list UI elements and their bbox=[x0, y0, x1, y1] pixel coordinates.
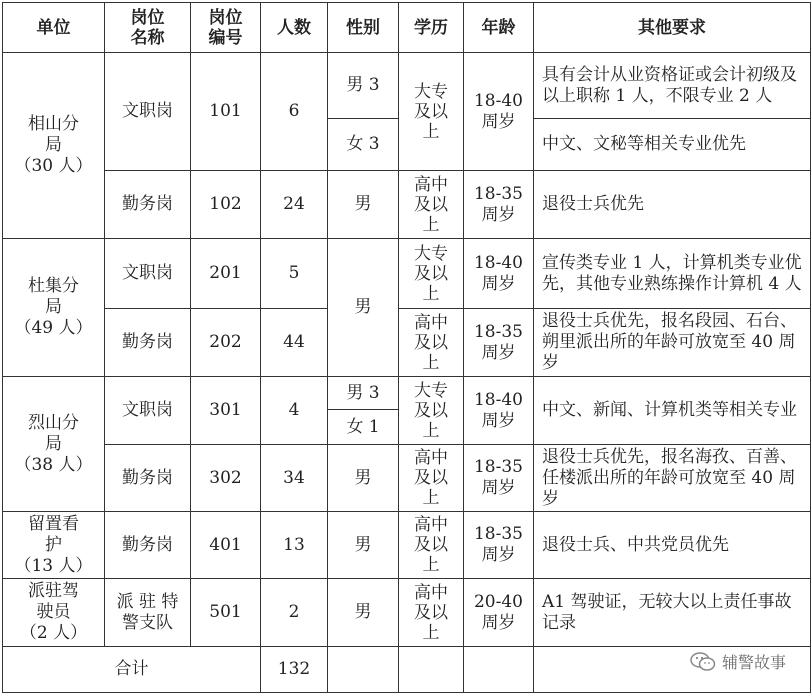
education-cell: 高中 及以 上 bbox=[399, 309, 464, 377]
post-cell: 派 驻 特 警支队 bbox=[105, 579, 191, 647]
post-no-cell: 201 bbox=[191, 239, 261, 309]
recruitment-table bbox=[2, 2, 811, 693]
header-education: 学历 bbox=[399, 3, 464, 53]
education-cell: 高中 及以 上 bbox=[399, 445, 464, 512]
table-row-202 bbox=[3, 309, 811, 377]
header-gender: 性别 bbox=[328, 3, 399, 53]
post-cell: 勤务岗 bbox=[105, 171, 191, 239]
table-row-301a bbox=[3, 377, 811, 410]
table-row-401 bbox=[3, 512, 811, 579]
header-post-name: 岗位 名称 bbox=[105, 3, 191, 53]
unit-cell: 留置看 护 （13 人） bbox=[3, 512, 105, 579]
post-no-cell: 101 bbox=[191, 53, 261, 171]
unit-cell: 派驻驾 驶员 （2 人） bbox=[3, 579, 105, 647]
empty-cell bbox=[464, 647, 534, 693]
age-cell: 20-40 周岁 bbox=[464, 579, 534, 647]
gender-cell: 男 bbox=[328, 512, 399, 579]
post-no-cell: 501 bbox=[191, 579, 261, 647]
post-no-cell: 302 bbox=[191, 445, 261, 512]
requirement-cell: 退役士兵、中共党员优先 bbox=[534, 512, 811, 579]
header-count: 人数 bbox=[261, 3, 328, 53]
total-count: 132 bbox=[261, 647, 328, 693]
post-cell: 文职岗 bbox=[105, 239, 191, 309]
requirement-cell: A1 驾驶证，无较大以上责任事故记录 bbox=[534, 579, 811, 647]
gender-cell: 男 bbox=[328, 171, 399, 239]
header-row bbox=[3, 3, 811, 53]
table-row-302 bbox=[3, 445, 811, 512]
age-cell: 18-35 周岁 bbox=[464, 512, 534, 579]
count-cell: 5 bbox=[261, 239, 328, 309]
requirement-cell: 中文、文秘等相关专业优先 bbox=[534, 119, 811, 171]
watermark bbox=[690, 650, 786, 673]
post-cell: 文职岗 bbox=[105, 53, 191, 171]
table-row-101a bbox=[3, 53, 811, 119]
education-cell: 高中 及以 上 bbox=[399, 512, 464, 579]
gender-cell: 女 3 bbox=[328, 119, 399, 171]
table-row-501 bbox=[3, 579, 811, 647]
requirement-cell: 退役士兵优先，报名段园、石台、朔里派出所的年龄可放宽至 40 周岁 bbox=[534, 309, 811, 377]
post-cell: 勤务岗 bbox=[105, 309, 191, 377]
post-cell: 文职岗 bbox=[105, 377, 191, 445]
age-cell: 18-40 周岁 bbox=[464, 377, 534, 445]
post-cell: 勤务岗 bbox=[105, 445, 191, 512]
header-other: 其他要求 bbox=[534, 3, 811, 53]
age-cell: 18-35 周岁 bbox=[464, 445, 534, 512]
education-cell: 大专 及以 上 bbox=[399, 53, 464, 171]
gender-cell: 女 1 bbox=[328, 410, 399, 445]
table-row-201 bbox=[3, 239, 811, 309]
education-cell: 大专 及以 上 bbox=[399, 377, 464, 445]
requirement-cell: 中文、新闻、计算机类等相关专业 bbox=[534, 377, 811, 445]
count-cell: 24 bbox=[261, 171, 328, 239]
requirement-cell: 具有会计从业资格证或会计初级及以上职称 1 人，不限专业 2 人 bbox=[534, 53, 811, 119]
count-cell: 6 bbox=[261, 53, 328, 171]
requirement-cell: 宣传类专业 1 人，计算机类专业优先，其他专业熟练操作计算机 4 人 bbox=[534, 239, 811, 309]
table-row-102 bbox=[3, 171, 811, 239]
gender-cell: 男 3 bbox=[328, 53, 399, 119]
gender-cell: 男 bbox=[328, 579, 399, 647]
post-no-cell: 102 bbox=[191, 171, 261, 239]
post-no-cell: 301 bbox=[191, 377, 261, 445]
requirement-cell: 退役士兵优先 bbox=[534, 171, 811, 239]
post-no-cell: 401 bbox=[191, 512, 261, 579]
header-unit: 单位 bbox=[3, 3, 105, 53]
education-cell: 高中 及以 上 bbox=[399, 579, 464, 647]
post-no-cell: 202 bbox=[191, 309, 261, 377]
unit-cell: 相山分 局 （30 人） bbox=[3, 53, 105, 239]
requirement-cell: 退役士兵优先，报名海孜、百善、任楼派出所的年龄可放宽至 40 周岁 bbox=[534, 445, 811, 512]
count-cell: 4 bbox=[261, 377, 328, 445]
empty-cell bbox=[328, 647, 399, 693]
education-cell: 高中 及以 上 bbox=[399, 171, 464, 239]
watermark-text: 辅警故事 bbox=[721, 653, 786, 672]
gender-cell: 男 bbox=[328, 239, 399, 377]
count-cell: 44 bbox=[261, 309, 328, 377]
count-cell: 2 bbox=[261, 579, 328, 647]
header-post-no: 岗位 编号 bbox=[191, 3, 261, 53]
post-cell: 勤务岗 bbox=[105, 512, 191, 579]
count-cell: 13 bbox=[261, 512, 328, 579]
gender-cell: 男 3 bbox=[328, 377, 399, 410]
unit-cell: 杜集分 局 （49 人） bbox=[3, 239, 105, 377]
age-cell: 18-40 周岁 bbox=[464, 53, 534, 171]
gender-cell: 男 bbox=[328, 445, 399, 512]
empty-cell bbox=[399, 647, 464, 693]
total-label: 合计 bbox=[3, 647, 261, 693]
age-cell: 18-35 周岁 bbox=[464, 309, 534, 377]
wechat-icon bbox=[690, 652, 716, 672]
unit-cell: 烈山分 局 （38 人） bbox=[3, 377, 105, 512]
header-age: 年龄 bbox=[464, 3, 534, 53]
age-cell: 18-40 周岁 bbox=[464, 239, 534, 309]
age-cell: 18-35 周岁 bbox=[464, 171, 534, 239]
education-cell: 大专 及以 上 bbox=[399, 239, 464, 309]
count-cell: 34 bbox=[261, 445, 328, 512]
